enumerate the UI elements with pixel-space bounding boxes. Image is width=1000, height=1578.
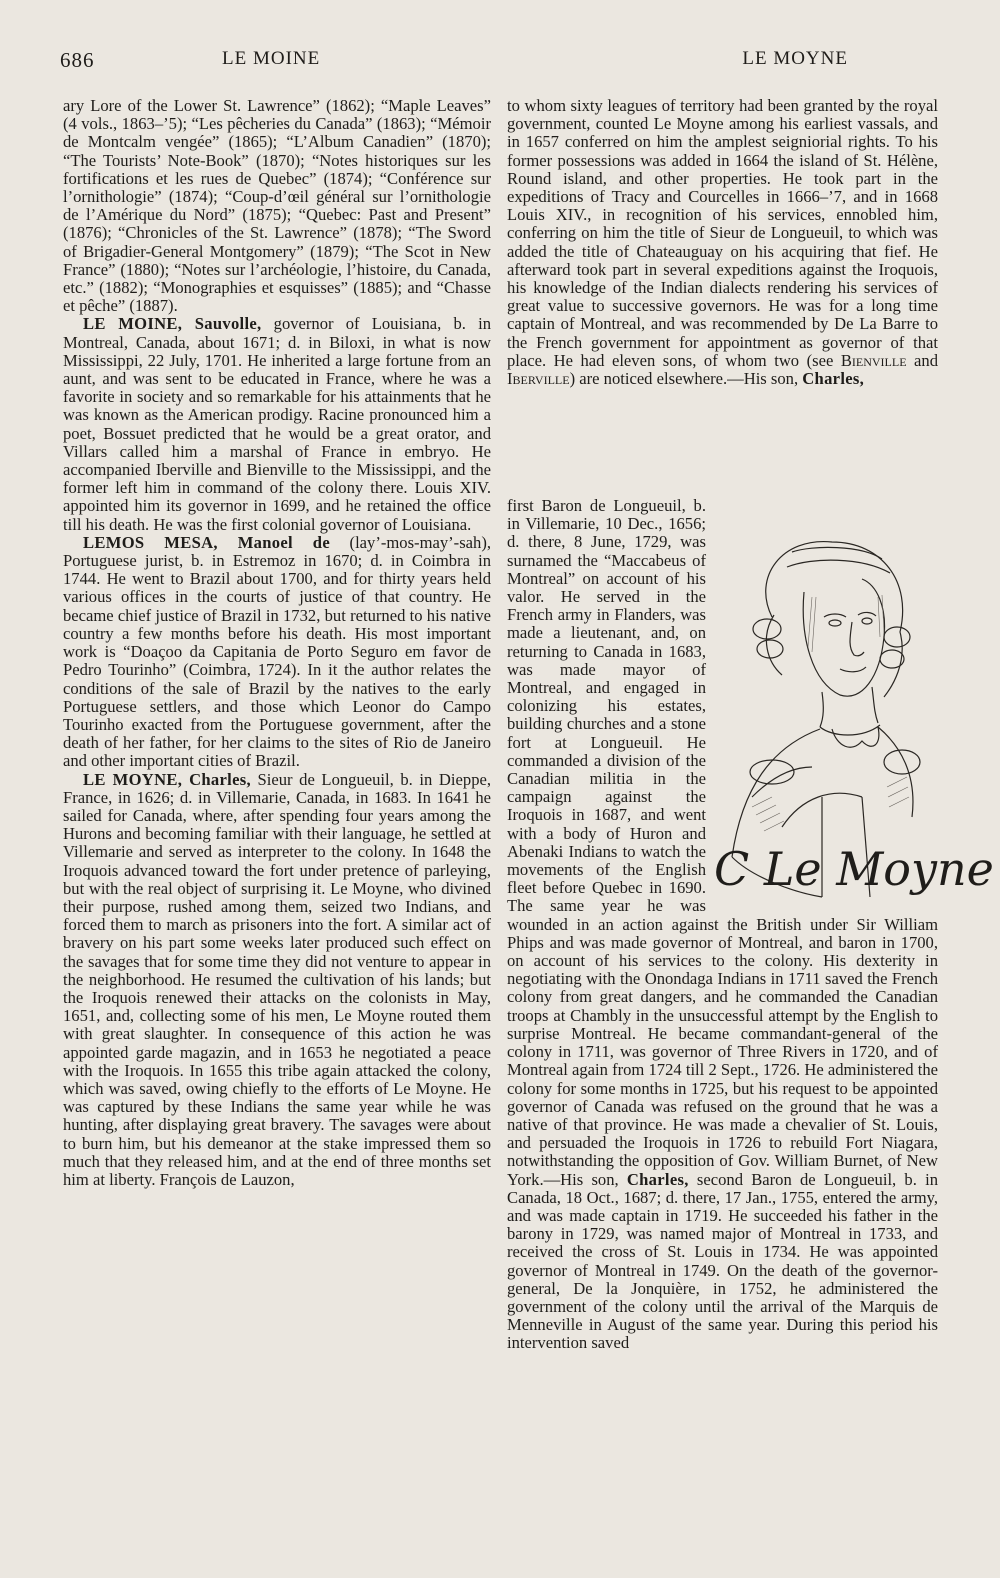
portrait-engraving <box>712 497 994 907</box>
entry-text: to whom sixty leagues of territory had been granted by the royal government, counted Le Moyne among his earliest vassals, and in 1657 conferred on him the amplest seigniorial rights. To his former possessions was added in 1664 the island of St. Hélène, Round island, and other properties. He took part in the expeditions of Tracy and Courcelles in 1666–’7, and in 1668 Louis XIV., in recognition of his services, ennobled him, conferring on him the title of Sieur de Longueuil, to which was added the title of Chateauguay on his acquiring that fief. He afterward took part in several expeditions against the Iroquois, his knowledge of the Indian dialects rendering his services of great value to successive governors. He was for a long time captain of Montreal, and was recommended by De La Barre to the French government for appointment as governor of that place. He had eleven sons, of whom two (see <box>507 96 938 370</box>
entry-le-moine-sauvolle <box>63 315 491 533</box>
subentry-heading-charles-first-baron: Charles, <box>802 369 865 389</box>
entry-heading: LE MOYNE, Charles, <box>83 769 251 789</box>
entry-text: and <box>906 350 938 370</box>
continued-entry-paragraph <box>507 97 938 388</box>
entry-text: second Baron de Longueuil, b. in Canada, 18 Oct., 1687; d. there, 17 Jan., 1755, entered the army, and was made captain in 1719. He succeeded his father in the barony in 1729, was named major of Montreal in 1733, and received the cross of St. Louis in 1734. He was appointed governor of Montreal in 1749. On the death of the governor-general, De la Jonquière, in 1752, he administered the government of the colony until the arrival of the Marquis de Menneville in August of the same year. During this period his intervention saved <box>507 1169 938 1353</box>
cross-reference-iberville: Iberville <box>507 369 570 389</box>
right-column-flow <box>507 496 994 1353</box>
entry-text: ) are noticed elsewhere.—His son, <box>569 369 803 389</box>
cross-reference-bienville: Bienville <box>840 350 907 370</box>
header-right-title: LE MOYNE <box>742 48 848 69</box>
left-column <box>63 97 491 1189</box>
page-number: 686 <box>60 48 95 72</box>
continued-paragraph: ary Lore of the Lower St. Lawrence” (1862); “Maple Leaves” (4 vols., 1863–’5); “Les pêcheries du Canada” (1863); “Mémoir de Montcalm vengée” (1865); “L’Album Canadien” (1870); “The Tourists’ Note-Book” (1870); “Notes historiques sur les fortifications et les rues de Quebec” (1874); “Conférence sur l’ornithologie” (1874); “Coup-d’œil général sur l’ornithologie de l’Amérique du Nord” (1875); “Quebec: Past and Present” (1876); “Chronicles of the St. Lawrence” (1878); “The Sword of Brigadier-General Montgomery” (1879); “The Scot in New France” (1880); “Notes sur l’archéologie, l’histoire, du Canada, etc.” (1882); “Monographies et esquisses” (1885); and “Chasse et pêche” (1887). <box>63 96 491 316</box>
subentry-heading-charles-second-baron: Charles, <box>626 1169 689 1189</box>
entry-heading: LE MOINE, Sauvolle, <box>83 314 262 334</box>
entry-text: governor of Louisiana, b. in Montreal, Canada, about 1671; d. in Biloxi, in what is now Mississippi, 22 July, 1701. He inherited a large fortune from an aunt, and was sent to be educated in France, where he was a favorite in society and so remarkable for his attainments that he was known as the American prodigy. Racine pronounced him a poet, Bossuet predicted that he would be a great orator, and Villars called him a marshal of France in embryo. He accompanied Iberville and Bienville to the Mississippi, and the former left him in command of the colony there. Louis XIV. appointed him its governor in 1699, and he retained the office till his death. He was the first colonial governor of Louisiana. <box>63 314 491 534</box>
entry-lemos-mesa <box>63 534 491 771</box>
signature: C Le Moyne <box>714 842 994 896</box>
entry-heading: LEMOS MESA, Manoel de <box>83 532 330 552</box>
entry-text: Sieur de Longueuil, b. in Dieppe, France, in 1626; d. in Villemarie, Canada, in 1683. In 1641 he sailed for Canada, where, after spending four years among the Hurons and becoming familiar with their language, he settled at Villemarie and served as interpreter to the colony. In 1648 the Iroquois advanced toward the fort under pretence of parleying, but with the real object of surprising it. Le Moyne, who divined their purpose, rushed among them, seized two Indians, and forced them to march as prisoners into the fort. A similar act of bravery on his part some weeks later produced such effect on the savages that for some time they did not venture to appear in the neighborhood. He resumed the cultivation of his lands; but the Iroquois renewed their attacks on the colonists in May, 1651, and, collecting some of his men, Le Moyne routed them with great slaughter. In consequence of this action he was appointed garde magazin, and in 1653 he negotiated a peace with the Iroquois. In 1655 this tribe again attacked the colony, which was saved, owing chiefly to the efforts of Le Moyne. He was captured by these Indians the same year while he was hunting, after displaying great bravery. The savages were about to burn him, but his demeanor at the stake impressed them so much that they released him, and at the end of three months set him at liberty. François de Lauzon, <box>63 769 492 1189</box>
running-header <box>60 48 940 76</box>
entry-text: (lay’-mos-may’-sah), Portuguese jurist, b. in Estremoz in 1670; d. in Coimbra in 1744. He went to Brazil about 1700, and for thirty years held various offices in the courts of justice of that country. He became chief justice of Brazil in 1732, but returned to his native country a few months before his death. His most important work is “Doaçoo da Capitania de Porto Seguro em favor de Pedro Tourinho” (Coimbra, 1724). In it the author relates the conditions of the sale of Brazil by the natives to the early Portuguese settlers, and those which Leonor do Campo Tourinho exacted from the Portuguese government, after the death of her father, for her claims to the sites of Rio de Janeiro and other important cities of Brazil. <box>63 532 491 771</box>
portrait-illustration <box>712 497 994 907</box>
header-left-title: LE MOINE <box>222 48 321 69</box>
right-column <box>507 97 938 388</box>
entry-le-moyne-charles <box>63 771 491 1190</box>
entry-text: first Baron de Longueuil, b. in Villemarie, 10 Dec., 1656; d. there, 8 June, 1729, was surnamed the “Maccabeus of Montreal” on account of his valor. He served in the French army in Flanders, was made a lieutenant, and, on returning to Canada in 1683, was made mayor of Montreal, and engaged in colonizing his estates, building churches and a stone fort at Longueuil. He commanded a division of the Canadian militia in the campaign against the Iroquois in 1687, and went with a body of Huron and Abenaki Indians to watch the movements of the English fleet before Quebec in 1690. The same year he was wounded in an action against the British under Sir William Phips and was made governor of Montreal, and baron in 1700, on account of his services to the colony. His dexterity in negotiating with the Onondaga Indians in 1711 saved the French colony from great dangers, and he commanded the Canadian troops at Chambly in the unsuccessful attempt by the English to surprise Montreal. He became commandant-general of the colony in 1711, was governor of Three Rivers in 1720, and of Montreal again from 1724 till 2 Sept., 1726. He administered the colony for some months in 1725, but his request to be appointed governor of Canada was refused on the ground that he was a native of that province. He was made a chevalier of St. Louis, and persuaded the Iroquois in 1726 to rebuild Fort Niagara, notwithstanding the opposition of Gov. William Burnet, of New York.—His son, <box>507 496 938 1189</box>
